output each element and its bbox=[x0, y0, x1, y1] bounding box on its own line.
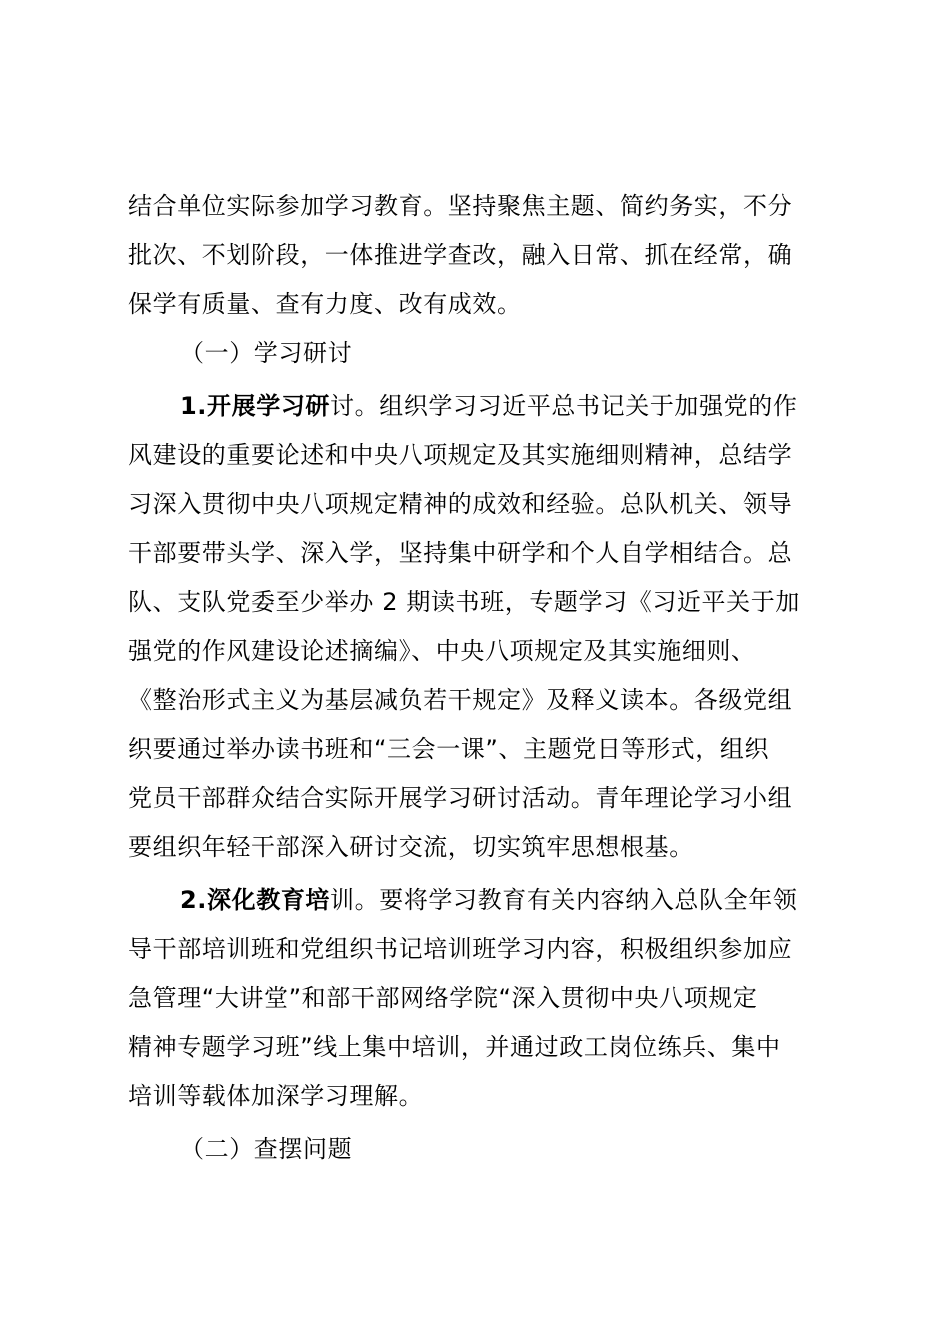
paragraph-line: 精神专题学习班”线上集中培训，并通过政工岗位练兵、集中 bbox=[128, 1033, 781, 1061]
paragraph-line: 织要通过举办读书班和“三会一课”、主题党日等形式，组织 bbox=[128, 735, 770, 763]
paragraph-line: 队、支队党委至少举办 2 期读书班，专题学习《习近平关于加 bbox=[128, 588, 800, 616]
item1-text: 讨。组织学习习近平总书记关于加强党的作 bbox=[330, 392, 798, 420]
section-heading-1: （一）学习研讨 bbox=[180, 339, 353, 367]
paragraph-line: 党员干部群众结合实际开展学习研讨活动。青年理论学习小组 bbox=[128, 784, 793, 812]
paragraph-line: 批次、不划阶段，一体推进学查改，融入日常、抓在经常，确 bbox=[128, 241, 793, 269]
paragraph-line: 《整治形式主义为基层减负若干规定》及释义读本。各级党组 bbox=[128, 686, 793, 714]
paragraph-line: 强党的作风建设论述摘编》、中央八项规定及其实施细则、 bbox=[128, 637, 756, 665]
paragraph-line: 风建设的重要论述和中央八项规定及其实施细则精神，总结学 bbox=[128, 441, 793, 469]
paragraph-line: 习深入贯彻中央八项规定精神的成效和经验。总队机关、领导 bbox=[128, 490, 793, 518]
paragraph-line: 急管理“大讲堂”和部干部网络学院“深入贯彻中央八项规定 bbox=[128, 984, 758, 1012]
item1-first-line bbox=[180, 390, 797, 422]
item1-title: 1.开展学习研 bbox=[180, 392, 331, 420]
item2-title: 2.深化教育培 bbox=[180, 886, 331, 914]
paragraph-line: 干部要带头学、深入学，坚持集中研学和个人自学相结合。总 bbox=[128, 539, 793, 567]
section-heading-2: （二）查摆问题 bbox=[180, 1135, 353, 1163]
item2-first-line bbox=[180, 884, 797, 916]
paragraph-line: 导干部培训班和党组织书记培训班学习内容，积极组织参加应 bbox=[128, 935, 793, 963]
paragraph-line: 培训等载体加深学习理解。 bbox=[128, 1082, 424, 1110]
paragraph-line: 要组织年轻干部深入研讨交流，切实筑牢思想根基。 bbox=[128, 833, 694, 861]
item2-text: 训。要将学习教育有关内容纳入总队全年领 bbox=[330, 886, 798, 914]
paragraph-line: 保学有质量、查有力度、改有成效。 bbox=[128, 290, 522, 318]
paragraph-line: 结合单位实际参加学习教育。坚持聚焦主题、简约务实，不分 bbox=[128, 192, 793, 220]
